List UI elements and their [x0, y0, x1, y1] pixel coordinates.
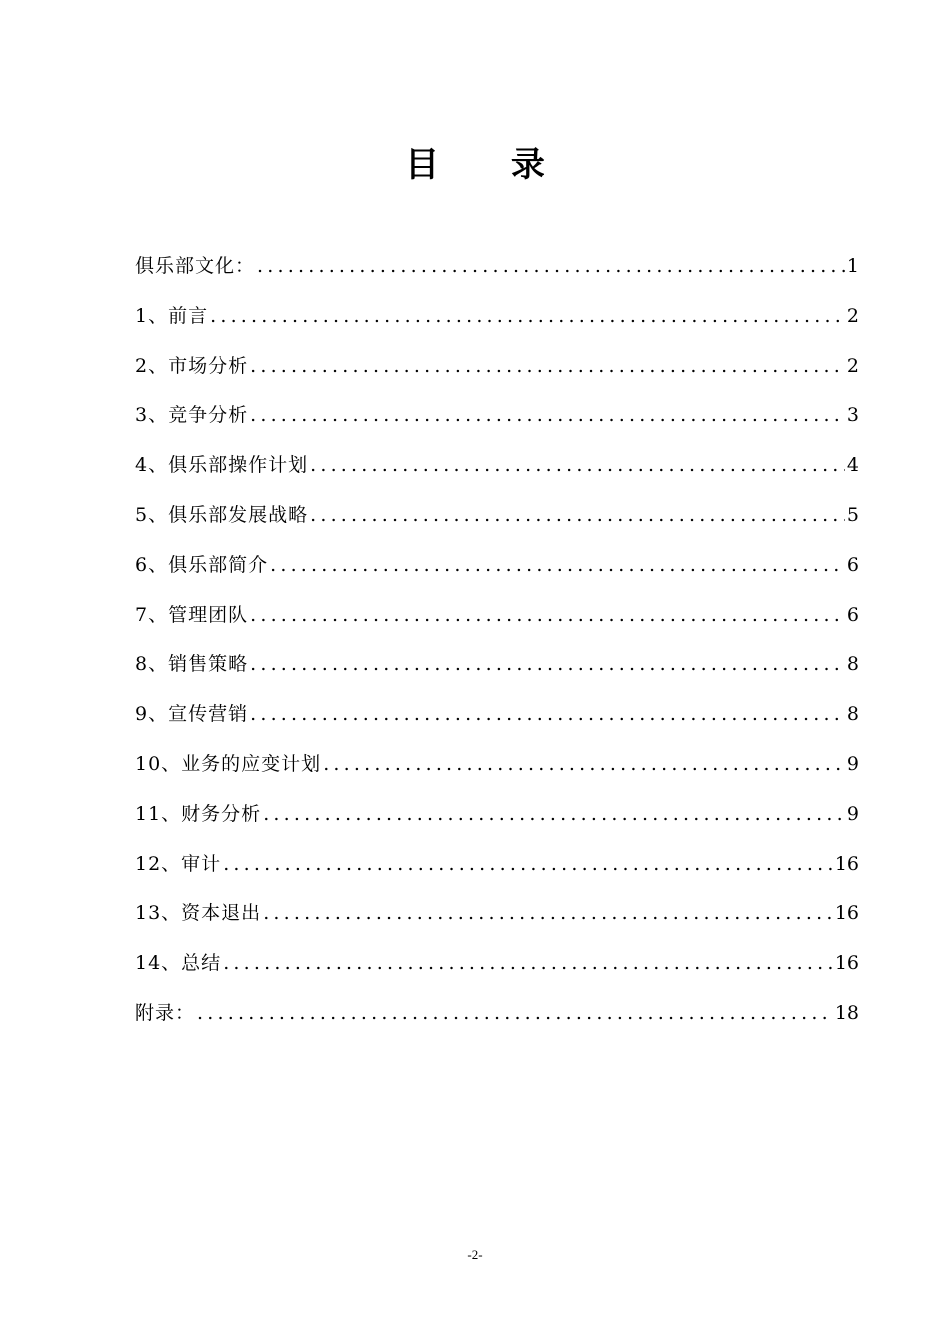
toc-entry[interactable]	[135, 644, 859, 694]
toc-dot-leader	[250, 595, 845, 635]
toc-entry[interactable]	[135, 395, 859, 445]
toc-entry[interactable]	[135, 545, 859, 595]
toc-dot-leader	[310, 445, 845, 485]
toc-entry-page: 6	[846, 603, 859, 626]
toc-entry-page: 16	[834, 852, 859, 875]
toc-dot-leader	[210, 296, 845, 336]
toc-entry[interactable]	[135, 943, 859, 993]
toc-dot-leader	[223, 943, 833, 983]
toc-dot-leader	[250, 644, 845, 684]
toc-entry[interactable]	[135, 744, 859, 794]
toc-entry-page: 6	[846, 553, 859, 576]
toc-entry[interactable]	[135, 893, 859, 943]
toc-entry-label: 附录：	[135, 1001, 196, 1024]
toc-entry[interactable]	[135, 495, 859, 545]
toc-dot-leader	[323, 744, 845, 784]
toc-entry-page: 9	[846, 752, 859, 775]
toc-entry-page: 1	[846, 255, 859, 277]
toc-entry-label: 12、审计	[135, 852, 222, 875]
toc-entry[interactable]	[135, 346, 859, 396]
toc-entry-label: 10、业务的应变计划	[135, 752, 322, 775]
toc-entry-page: 16	[834, 952, 859, 975]
toc-entry-label: 俱乐部文化：	[135, 255, 256, 277]
toc-entry-label: 7、管理团队	[135, 603, 249, 626]
toc-entry-page: 3	[846, 404, 859, 427]
toc-entry-page: 2	[846, 304, 859, 327]
toc-dot-leader	[223, 844, 833, 884]
toc-entry-page: 8	[846, 653, 859, 676]
toc-entry[interactable]	[135, 694, 859, 744]
toc-entry-label: 3、竞争分析	[135, 404, 249, 427]
toc-entry[interactable]	[135, 246, 859, 296]
toc-dot-leader	[197, 993, 833, 1033]
toc-entry-label: 2、市场分析	[135, 354, 249, 377]
toc-entry-label: 14、总结	[135, 952, 222, 975]
toc-entry[interactable]	[135, 993, 859, 1043]
toc-entry-page: 9	[846, 802, 859, 825]
toc-dot-leader	[263, 893, 833, 933]
toc-entry-page: 16	[834, 902, 859, 925]
toc-dot-leader	[250, 395, 845, 435]
toc-entry-page: 8	[846, 703, 859, 726]
toc-entry-label: 11、财务分析	[135, 802, 262, 825]
toc-dot-leader	[257, 246, 845, 286]
toc-entry-label: 1、前言	[135, 304, 209, 327]
page-number-footer: -2-	[467, 1247, 483, 1262]
toc-entry[interactable]	[135, 296, 859, 346]
toc-dot-leader	[270, 545, 845, 585]
toc-entry-label: 9、宣传营销	[135, 703, 249, 726]
table-of-contents	[135, 246, 859, 1043]
toc-dot-leader	[310, 495, 845, 535]
toc-entry-page: 5	[846, 503, 859, 526]
toc-entry-page: 4	[846, 454, 859, 477]
toc-entry-page: 2	[846, 354, 859, 377]
toc-dot-leader	[263, 794, 845, 834]
toc-entry[interactable]	[135, 445, 859, 495]
toc-title: 目 录	[405, 145, 575, 185]
toc-entry-label: 4、俱乐部操作计划	[135, 454, 309, 477]
toc-dot-leader	[250, 346, 845, 386]
toc-entry[interactable]	[135, 794, 859, 844]
toc-entry[interactable]	[135, 844, 859, 894]
toc-entry-page: 18	[834, 1001, 859, 1024]
toc-entry-label: 5、俱乐部发展战略	[135, 503, 309, 526]
toc-entry-label: 6、俱乐部简介	[135, 553, 269, 576]
toc-entry[interactable]	[135, 595, 859, 645]
toc-entry-label: 13、资本退出	[135, 902, 262, 925]
toc-entry-label: 8、销售策略	[135, 653, 249, 676]
toc-dot-leader	[250, 694, 845, 734]
